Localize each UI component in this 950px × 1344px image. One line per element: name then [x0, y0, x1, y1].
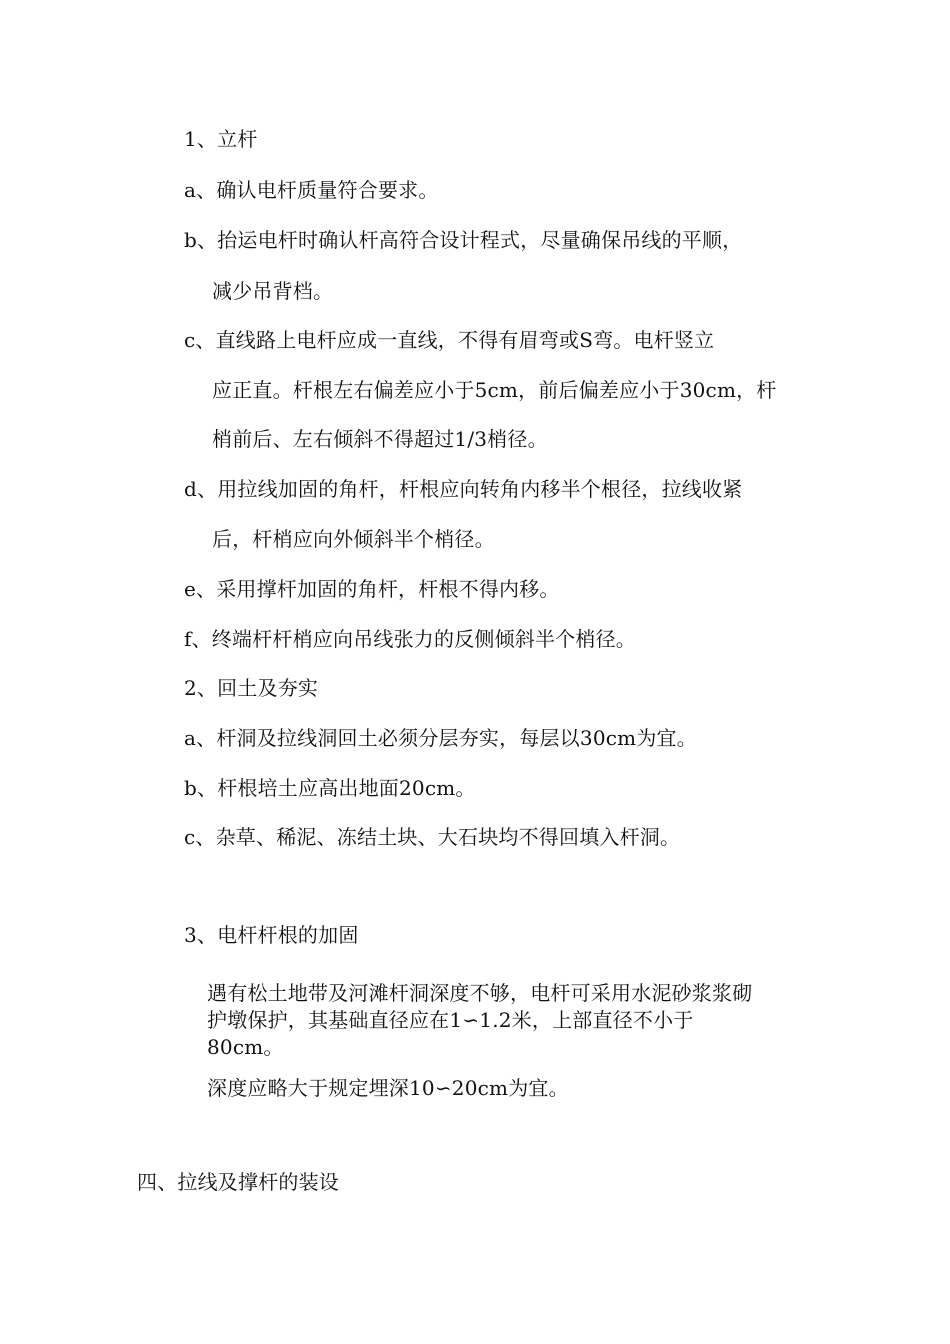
item-1d-line-2: 后，杆梢应向外倾斜半个梢径。 — [212, 527, 495, 551]
item-1b-line-2: 减少吊背档。 — [212, 279, 334, 303]
item-2c: c、杂草、稀泥、冻结土块、大石块均不得回填入杆洞。 — [184, 825, 681, 849]
item-2a: a、杆洞及拉线洞回土必须分层夯实，每层以30cm为宜。 — [184, 726, 697, 750]
item-1c-line-1: c、直线路上电杆应成一直线，不得有眉弯或S弯。电杆竖立 — [184, 328, 715, 352]
item-1a: a、确认电杆质量符合要求。 — [184, 178, 439, 202]
section-3-paragraph-2: 深度应略大于规定埋深10∽20cm为宜。 — [207, 1076, 569, 1100]
section-3-paragraph-1-line-1: 遇有松土地带及河滩杆洞深度不够，电杆可采用水泥砂浆浆砌 — [207, 981, 753, 1005]
item-2b: b、杆根培土应高出地面20cm。 — [184, 776, 476, 800]
section-1-heading: 1、立杆 — [184, 127, 258, 151]
section-3-paragraph-1-line-2: 护墩保护，其基础直径应在1∽1.2米，上部直径不小于 — [207, 1008, 694, 1032]
section-4-heading: 四、拉线及撑杆的装设 — [137, 1170, 339, 1194]
item-1b-line-1: b、抬运电杆时确认杆高符合设计程式，尽量确保吊线的平顺， — [184, 228, 743, 252]
section-2-heading: 2、回土及夯实 — [184, 676, 319, 700]
section-3-paragraph-1-line-3: 80cm。 — [207, 1035, 284, 1059]
item-1d-line-1: d、用拉线加固的角杆，杆根应向转角内移半个根径，拉线收紧 — [184, 477, 743, 501]
item-1e: e、采用撑杆加固的角杆，杆根不得内移。 — [184, 577, 560, 601]
section-3-heading: 3、电杆杆根的加固 — [184, 923, 359, 947]
item-1c-line-2: 应正直。杆根左右偏差应小于5cm，前后偏差应小于30cm，杆 — [212, 378, 777, 402]
item-1f: f、终端杆杆梢应向吊线张力的反侧倾斜半个梢径。 — [184, 627, 637, 651]
item-1c-line-3: 梢前后、左右倾斜不得超过1/3梢径。 — [212, 427, 548, 451]
